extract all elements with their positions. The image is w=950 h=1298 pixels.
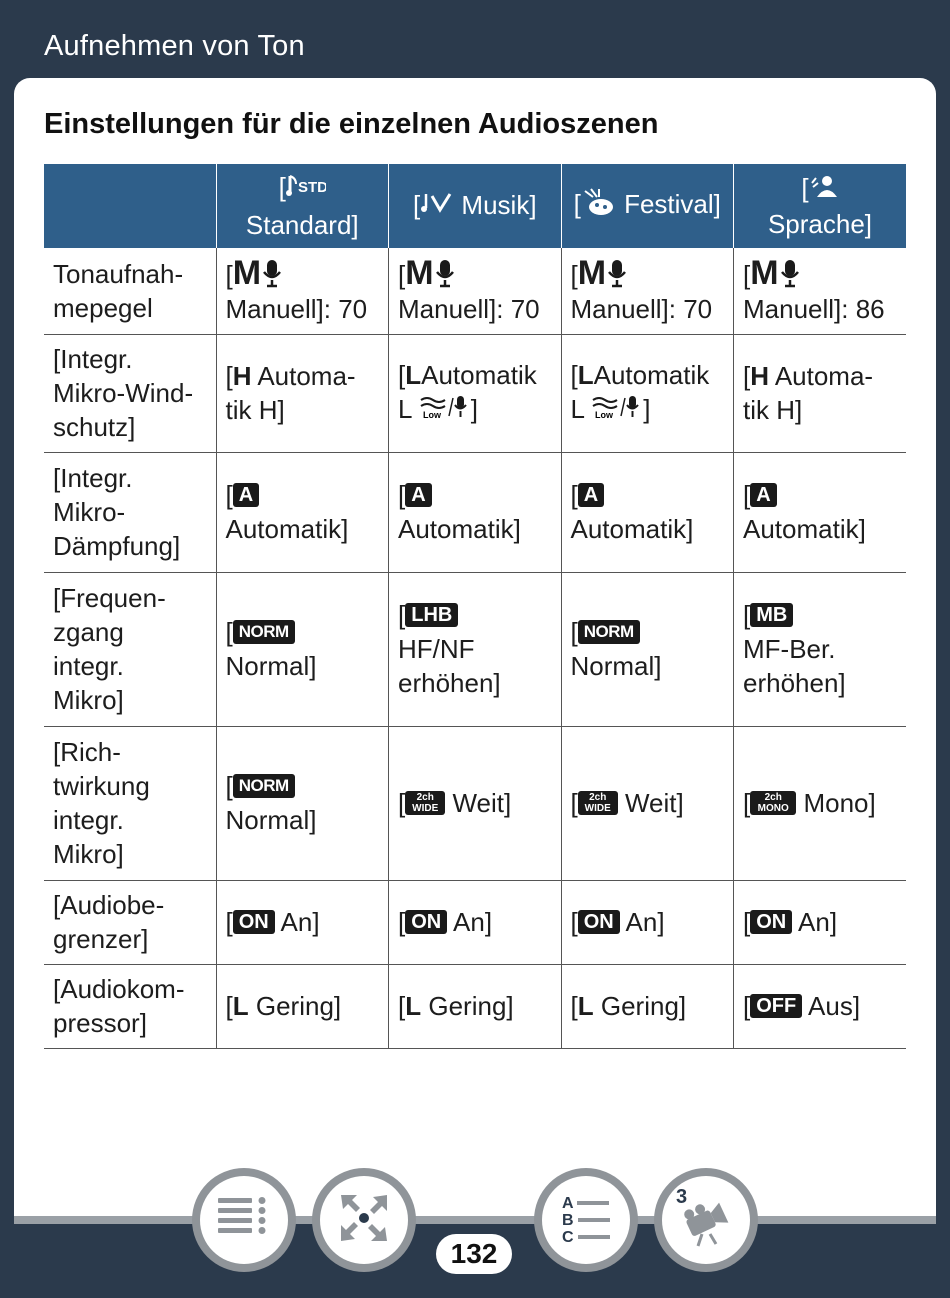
svg-text:Low: Low [595,410,614,421]
on-badge: ON [233,910,275,934]
freq-cell: [ NORM Normal] [216,572,389,726]
manual-mic-icon: M [578,254,628,292]
on-badge: ON [750,910,792,934]
wind-cell: [H Automa- tik H] [216,334,389,452]
compressor-cell: [L Gering] [389,964,562,1048]
freq-cell: [ NORM Normal] [561,572,734,726]
table-row [44,452,906,572]
row-label: [Rich- twirkung integr. Mikro] [44,726,216,880]
lhb-badge: LHB [405,603,458,627]
on-badge: ON [578,910,620,934]
svg-text:STD: STD [297,178,326,196]
header-label-speech: Sprache] [767,209,873,240]
compressor-cell: [ OFF Aus] [734,964,907,1048]
auto-badge: A [750,483,776,507]
header-label-festival: Festival] [624,188,721,219]
table-row [44,572,906,726]
row-label: [Audiobe- grenzer] [44,880,216,964]
row-label: [Frequen- zgang integr. Mikro] [44,572,216,726]
freq-cell: [ LHB HF/NF erhöhen] [389,572,562,726]
level-cell: [M Manuell]: 70 [561,248,734,334]
section-heading: Einstellungen für die einzelnen Audioszenen [44,108,659,140]
level-cell: [M Manuell]: 70 [216,248,389,334]
table-header-row [44,164,906,248]
row-label: [Audiokom- pressor] [44,964,216,1048]
wind-cell: [LAutomatik L Low ] [561,334,734,452]
svg-text:Low: Low [422,410,441,421]
camera-mode-button[interactable] [654,1168,758,1272]
mono-badge: 2ch MONO [750,791,796,815]
compressor-cell: [L Gering] [216,964,389,1048]
header-empty [44,164,216,248]
audio-scene-table [44,164,906,1049]
mb-badge: MB [750,603,793,627]
table-row [44,726,906,880]
direction-cell: [ 2ch MONO Mono] [734,726,907,880]
table-row [44,964,906,1048]
compressor-cell: [L Gering] [561,964,734,1048]
limiter-cell: [ ON An] [216,880,389,964]
index-button[interactable] [534,1168,638,1272]
direction-cell: [ NORM Normal] [216,726,389,880]
festival-icon [581,187,617,225]
manual-mic-icon: M [750,254,800,292]
limiter-cell: [ ON An] [561,880,734,964]
direction-cell: [ 2ch WIDE Weit] [389,726,562,880]
limiter-cell: [ ON An] [389,880,562,964]
contents-button[interactable] [192,1168,296,1272]
video-camera-icon [676,1186,736,1250]
table-row [44,880,906,964]
attenuator-cell: [ A Automatik] [389,452,562,572]
wide-badge: 2ch WIDE [405,791,445,815]
norm-badge: NORM [578,620,640,644]
expand-arrows-icon [337,1191,391,1250]
freq-cell: [ MB MF-Ber. erhöhen] [734,572,907,726]
level-cell: [M Manuell]: 86 [734,248,907,334]
off-badge: OFF [750,994,802,1018]
table-row [44,334,906,452]
level-cell: [M Manuell]: 70 [389,248,562,334]
header-speech: [ Sprache] [734,164,907,248]
header-music: [ Musik] [389,164,562,248]
row-label: Tonaufnah- mepegel [44,248,216,334]
fullscreen-button[interactable] [312,1168,416,1272]
auto-badge: A [233,483,259,507]
attenuator-cell: [ A Automatik] [561,452,734,572]
auto-badge: A [405,483,431,507]
page-title: Aufnehmen von Ton [44,30,305,62]
speech-icon [809,173,839,207]
attenuator-cell: [ A Automatik] [734,452,907,572]
wind-cell: [LAutomatik L Low ] [389,334,562,452]
table-of-contents-icon [216,1194,272,1247]
row-label: [Integr. Mikro- Dämpfung] [44,452,216,572]
header-label-standard: Standard] [245,209,359,240]
camera-mode-badge: 3 [676,1186,688,1208]
auto-badge: A [578,483,604,507]
top-bar [0,0,950,78]
limiter-cell: [ ON An] [734,880,907,964]
abc-index-icon: A B C [562,1195,610,1246]
header-festival: [ Festival] [561,164,734,248]
norm-badge: NORM [233,774,295,798]
std-music-note-icon [286,172,326,208]
row-label: [Integr. Mikro-Wind- schutz] [44,334,216,452]
wind-low-mic-icon [419,394,471,428]
header-label-music: Musik] [461,189,537,220]
bottom-nav-bar [14,1216,936,1224]
table-row [44,248,906,334]
page-number: 132 [436,1234,512,1274]
wide-badge: 2ch WIDE [578,791,618,815]
wind-low-mic-icon [591,394,643,428]
manual-mic-icon: M [233,254,283,292]
norm-badge: NORM [233,620,295,644]
direction-cell: [ 2ch WIDE Weit] [561,726,734,880]
attenuator-cell: [ A Automatik] [216,452,389,572]
on-badge: ON [405,910,447,934]
header-standard: [ STD Standard] [216,164,389,248]
wind-cell: [H Automa- tik H] [734,334,907,452]
music-icon [420,190,454,224]
manual-mic-icon: M [405,254,455,292]
